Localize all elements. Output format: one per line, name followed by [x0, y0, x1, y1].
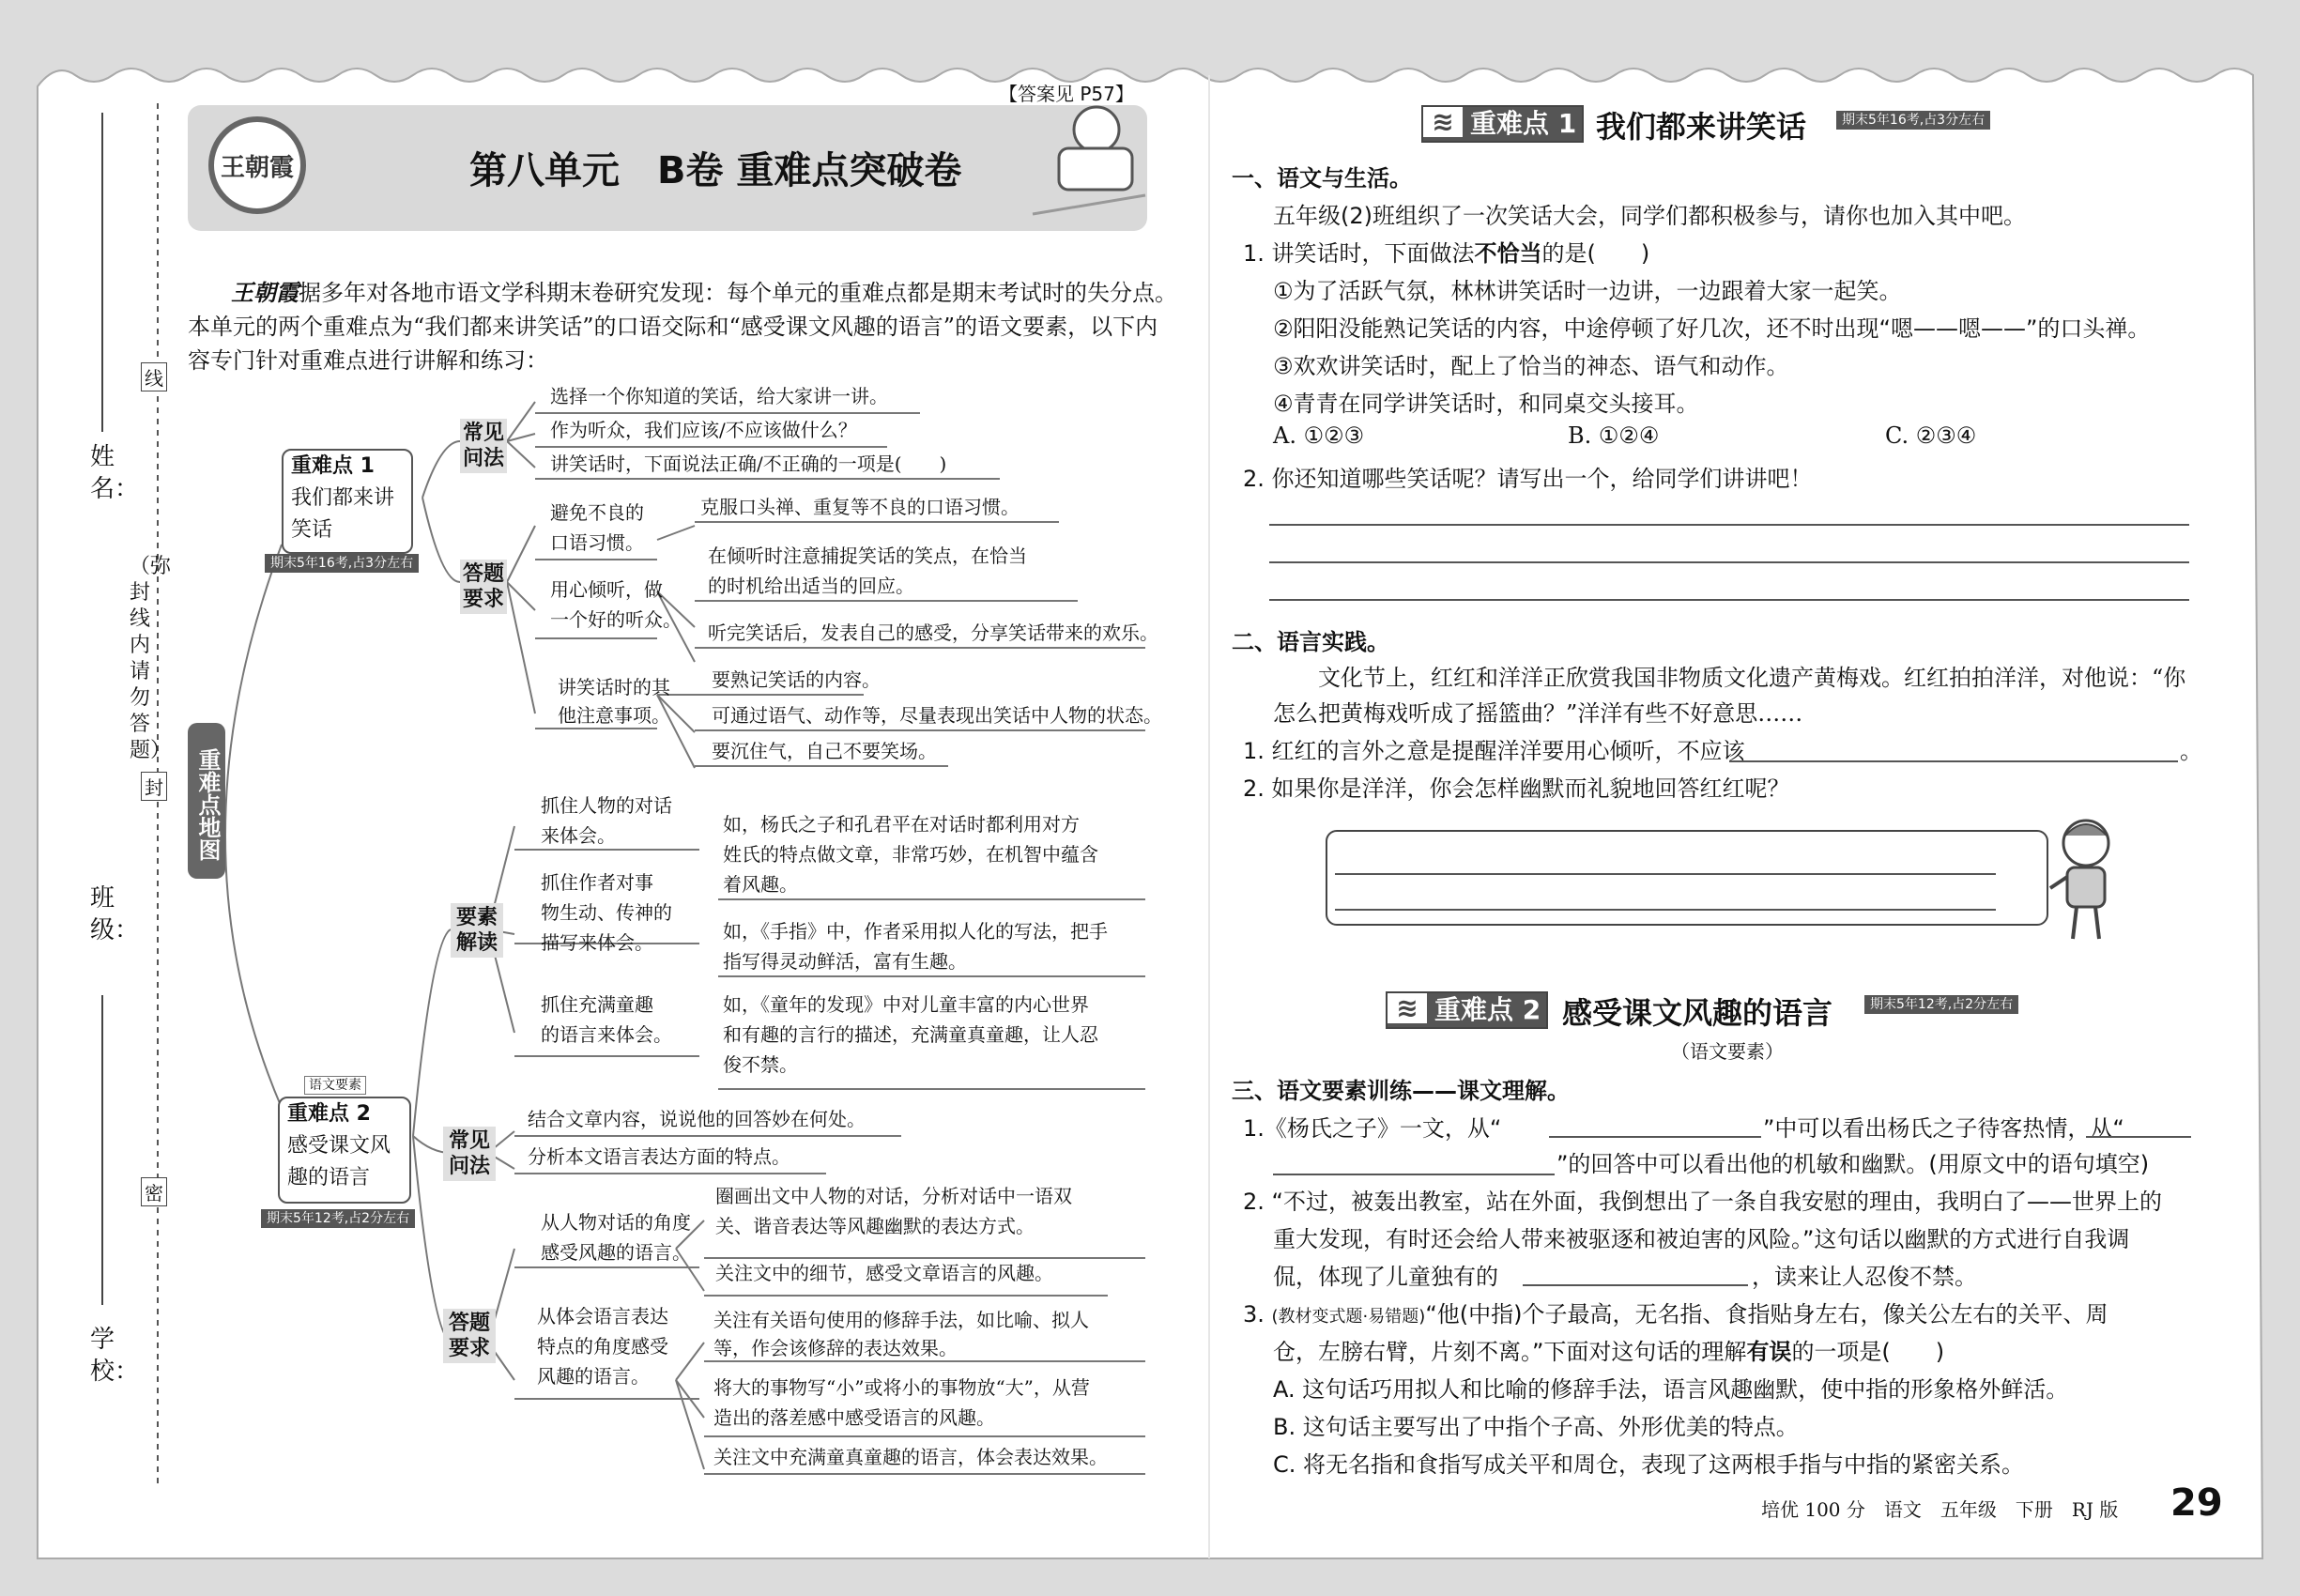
s3-q2-c: 侃，体现了儿童独有的	[1273, 1264, 1498, 1290]
boy-cartoon	[2045, 811, 2124, 943]
p1-req2-head-1: 用心倾听，做	[550, 578, 663, 601]
s1-answer-line-1[interactable]	[1269, 524, 2189, 526]
school-label: 学校：	[90, 1326, 140, 1386]
point2-line-2: 感受课文风	[287, 1134, 391, 1158]
mindmap-root: 重难点地图	[188, 723, 225, 879]
s3-q1-blank-2b[interactable]	[1273, 1174, 1555, 1175]
s2-bubble-line-2[interactable]	[1335, 909, 1996, 911]
p2-req2-item-3: 关注文中充满童真童趣的语言，体会表达效果。	[713, 1446, 1108, 1468]
s2-q2: 2. 如果你是洋洋，你会怎样幽默而礼貌地回答红红呢？	[1243, 775, 1790, 802]
p2-methods-label: 常见 问法	[443, 1127, 496, 1181]
p1-req3-item-1: 要熟记笑话的内容。	[712, 668, 881, 691]
s2-q1: 1. 红红的言外之意是提醒洋洋要用心倾听，不应该	[1243, 738, 1745, 764]
p2-elem2-head-1: 抓住作者对事	[541, 871, 653, 894]
p2-elem-label: 要素 解读	[451, 903, 503, 958]
point1-section-label: ≋ 重难点 1	[1421, 105, 1584, 143]
s1-choice-a[interactable]: A. ①②③	[1273, 422, 1365, 449]
s2-heading: 二、语言实践。	[1232, 629, 1389, 655]
p2-req2-item-2b: 造出的落差感中感受语言的风趣。	[713, 1406, 995, 1429]
name-label: 姓名：	[90, 443, 140, 503]
s1-answer-line-2[interactable]	[1269, 561, 2189, 563]
s3-q1-blank-2[interactable]	[2086, 1136, 2191, 1138]
p2-req1-item-1b: 关、谐音表达等风趣幽默的表达方式。	[715, 1215, 1035, 1237]
point2-line-3: 趣的语言	[287, 1166, 371, 1189]
point2-badge: 期末5年12考,占2分左右	[261, 1209, 415, 1228]
p2-req2-head-3: 风趣的语言。	[537, 1365, 650, 1388]
p2-elem1-item-c: 着风趣。	[723, 873, 798, 896]
p2-req2-head-1: 从体会语言表达	[537, 1305, 668, 1327]
page-number: 29	[2170, 1481, 2223, 1525]
s3-heading: 三、语文要素训练——课文理解。	[1232, 1078, 1570, 1104]
p2-req1-head-2: 感受风趣的语言。	[541, 1241, 691, 1264]
p1-req2-item-1b: 的时机给出适当的回应。	[708, 575, 914, 597]
point2-title: 感受课文风趣的语言	[1562, 995, 1833, 1031]
point2-section-label: ≋ 重难点 2	[1386, 991, 1548, 1029]
p1-req-label: 答题 要求	[460, 560, 507, 614]
p1-method-3: 讲笑话时，下面说法正确/不正确的一项是( )	[550, 453, 947, 475]
s3-q1-c: ”的回答中可以看出他的机敏和幽默。(用原文中的语句填空)	[1556, 1151, 2150, 1177]
point2-line-1: 重难点 2	[287, 1102, 371, 1126]
s3-q3-line-2: 仓，左膀右臂，片刻不离。”下面对这句话的理解有误的一项是( )	[1273, 1339, 1945, 1365]
p1-req1-item-1: 克服口头禅、重复等不良的口语习惯。	[700, 496, 1020, 518]
p2-elem3-head-1: 抓住充满童趣	[541, 993, 653, 1016]
p2-elem1-head-1: 抓住人物的对话	[541, 794, 672, 817]
s1-choice-b[interactable]: B. ①②④	[1568, 422, 1660, 449]
s3-option-a[interactable]: A. 这句话巧用拟人和比喻的修辞手法，语言风趣幽默，使中指的形象格外鲜活。	[1273, 1376, 2069, 1403]
s3-q2-blank[interactable]	[1523, 1284, 1748, 1286]
point1-exam-badge: 期末5年16考,占3分左右	[1836, 111, 1990, 130]
binding-mark-seal: 封	[141, 772, 167, 801]
p2-elem2-item-b: 指写得灵动鲜活，富有生趣。	[723, 950, 967, 973]
footer-book-info: 培优 100 分 语文 五年级 下册 RJ 版	[1761, 1498, 2119, 1521]
p2-elem1-head-2: 来体会。	[541, 824, 616, 847]
intro-line-1: 据多年对各地市语文学科期末卷研究发现：每个单元的重难点都是期末考试时的失分点。	[299, 280, 1177, 306]
s3-q2-d: ，读来让人忍俊不禁。	[1752, 1264, 1977, 1290]
p1-req2-head-2: 一个好的听众。	[550, 608, 682, 631]
p2-req2-item-1b: 等，作会该修辞的表达效果。	[713, 1337, 958, 1359]
p2-req2-head-2: 特点的角度感受	[537, 1335, 668, 1358]
answer-reference: 【答案见 P57】	[999, 83, 1134, 105]
p2-req2-item-2a: 将大的事物写“小”或将小的事物放“大”，从营	[713, 1376, 1090, 1399]
p2-req2-item-1a: 关注有关语句使用的修辞手法，如比喻、拟人	[713, 1309, 1089, 1331]
s1-option-1: ①为了活跃气氛，林林讲笑话时一边讲，一边跟着大家一起笑。	[1273, 278, 1902, 304]
s1-answer-line-3[interactable]	[1269, 599, 2189, 601]
p1-req1-head-1: 避免不良的	[550, 501, 644, 524]
p2-elem1-item-b: 姓氏的特点做文章，非常巧妙，在机智中蕴含	[723, 843, 1098, 866]
s3-q1-a: 1.《杨氏之子》一文，从“	[1243, 1115, 1502, 1142]
p1-req2-item-2: 听完笑话后，发表自己的感受，分享笑话带来的欢乐。	[708, 622, 1158, 644]
p2-req1-item-2: 关注文中的细节，感受文章语言的风趣。	[715, 1262, 1053, 1284]
p1-req3-head-2: 他注意事项。	[558, 704, 670, 727]
p1-req1-head-2: 口语习惯。	[550, 531, 644, 554]
s3-q1-blank-1[interactable]	[1549, 1136, 1761, 1138]
p2-elem2-item-a: 如，《手指》中，作者采用拟人化的写法，把手	[723, 920, 1108, 943]
point1-line-2: 我们都来讲	[291, 486, 395, 510]
wave-icon-2: ≋	[1388, 993, 1427, 1023]
s2-q1-end: 。	[2180, 738, 2202, 764]
p1-req3-item-3: 要沉住气，自己不要笑场。	[712, 740, 937, 762]
point1-line-1: 重难点 1	[291, 454, 375, 478]
s3-q2-b: 重大发现，有时还会给人带来被驱逐和被迫害的风险。”这句话以幽默的方式进行自我调	[1273, 1226, 2130, 1252]
intro-brand: 王朝霞	[231, 279, 299, 306]
point1-line-3: 笑话	[291, 518, 333, 542]
s3-q2-a: 2. “不过，被轰出教室，站在外面，我倒想出了一条自我安慰的理由，我明白了——世界上的	[1243, 1189, 2162, 1215]
class-label: 班级：	[90, 884, 140, 944]
s3-q1-b: ”中可以看出杨氏之子待客热情，从“	[1763, 1115, 2124, 1142]
point2-subtitle: （语文要素）	[1671, 1040, 1784, 1063]
s1-option-2: ②阳阳没能熟记笑话的内容，中途停顿了好几次，还不时出现“嗯——嗯——”的口头禅。	[1273, 315, 2151, 342]
speech-bubble[interactable]	[1326, 830, 2048, 926]
s1-q2: 2. 你还知道哪些笑话呢？请写出一个，给同学们讲讲吧！	[1243, 466, 1813, 492]
p1-req3-item-2: 可通过语气、动作等，尽量表现出笑话中人物的状态。	[712, 704, 1162, 727]
p1-req3-head-1: 讲笑话时的其	[558, 676, 670, 698]
p2-elem3-item-a: 如，《童年的发现》中对儿童丰富的内心世界	[723, 993, 1089, 1016]
binding-mark-close: 密	[141, 1177, 167, 1206]
p1-method-1: 选择一个你知道的笑话，给大家讲一讲。	[550, 385, 888, 407]
p2-elem1-item-a: 如，杨氏之子和孔君平在对话时都利用对方	[723, 813, 1080, 836]
point2-exam-badge: 期末5年12考,占2分左右	[1864, 995, 2018, 1014]
p2-req1-item-1a: 圈画出文中人物的对话，分析对话中一语双	[715, 1185, 1072, 1207]
p2-req-label: 答题 要求	[443, 1309, 496, 1363]
point1-box	[282, 449, 413, 554]
p2-req1-head-1: 从人物对话的角度	[541, 1211, 691, 1234]
wave-icon: ≋	[1423, 107, 1463, 137]
p2-method-2: 分析本文语言表达方面的特点。	[528, 1145, 790, 1168]
s1-choice-c[interactable]: C. ②③④	[1885, 422, 1977, 449]
p1-req2-item-1a: 在倾听时注意捕捉笑话的笑点，在恰当	[708, 545, 1027, 567]
page-title: 第八单元 B卷 重难点突破卷	[469, 149, 962, 192]
point1-title: 我们都来讲笑话	[1596, 109, 1807, 145]
s2-q1-blank[interactable]	[1729, 760, 2178, 762]
p2-method-1: 结合文章内容，说说他的回答妙在何处。	[528, 1108, 866, 1130]
s3-option-c[interactable]: C. 将无名指和食指写成关平和周仓，表现了这两根手指与中指的紧密关系。	[1273, 1451, 2025, 1478]
s1-option-3: ③欢欢讲笑话时，配上了恰当的神态、语气和动作。	[1273, 353, 1789, 379]
point2-box	[278, 1097, 411, 1204]
binding-mark-line: 线	[141, 362, 167, 391]
p2-elem3-head-2: 的语言来体会。	[541, 1023, 672, 1046]
s3-q3-line-1: 3. (教材变式题·易错题)“他(中指)个子最高，无名指、食指贴身左右，像关公左右的关平、周	[1243, 1301, 2108, 1327]
intro-line-3: 容专门针对重难点进行讲解和练习：	[188, 347, 548, 374]
p1-method-2: 作为听众，我们应该/不应该做什么？	[550, 419, 857, 441]
p2-elem2-head-2: 物生动、传神的	[541, 901, 672, 924]
s2-passage-2: 怎么把黄梅戏听成了摇篮曲？”洋洋有些不好意思……	[1273, 700, 1803, 727]
binding-note: （弥封线内请勿答题）	[130, 555, 172, 762]
s3-option-b[interactable]: B. 这句话主要写出了中指个子高、外形优美的特点。	[1273, 1414, 1799, 1440]
s1-intro: 五年级(2)班组织了一次笑话大会，同学们都积极参与，请你也加入其中吧。	[1273, 203, 2026, 229]
p1-methods-label: 常见 问法	[460, 419, 507, 473]
intro-line-2: 本单元的两个重难点为“我们都来讲笑话”的口语交际和“感受课文风趣的语言”的语文要素，以下内	[188, 314, 1158, 340]
s1-heading: 一、语文与生活。	[1232, 165, 1412, 192]
s2-bubble-line-1[interactable]	[1335, 873, 1996, 875]
logo-text: 王朝霞	[220, 154, 294, 182]
point1-badge: 期末5年16考,占3分左右	[265, 554, 419, 573]
p2-elem2-head-3: 描写来体会。	[541, 931, 653, 954]
p2-elem3-item-c: 俊不禁。	[723, 1053, 798, 1076]
s1-option-4: ④青青在同学讲笑话时，和同桌交头接耳。	[1273, 391, 1699, 417]
s1-q1: 1. 讲笑话时，下面做法不恰当的是( )	[1243, 240, 1650, 267]
s2-passage-1: 文化节上，红红和洋洋正欣赏我国非物质文化遗产黄梅戏。红红拍拍洋洋，对他说：“你	[1318, 665, 2186, 691]
point2-tag: 语文要素	[304, 1076, 366, 1095]
p2-elem3-item-b: 和有趣的言行的描述，充满童真童趣，让人忍	[723, 1023, 1098, 1046]
